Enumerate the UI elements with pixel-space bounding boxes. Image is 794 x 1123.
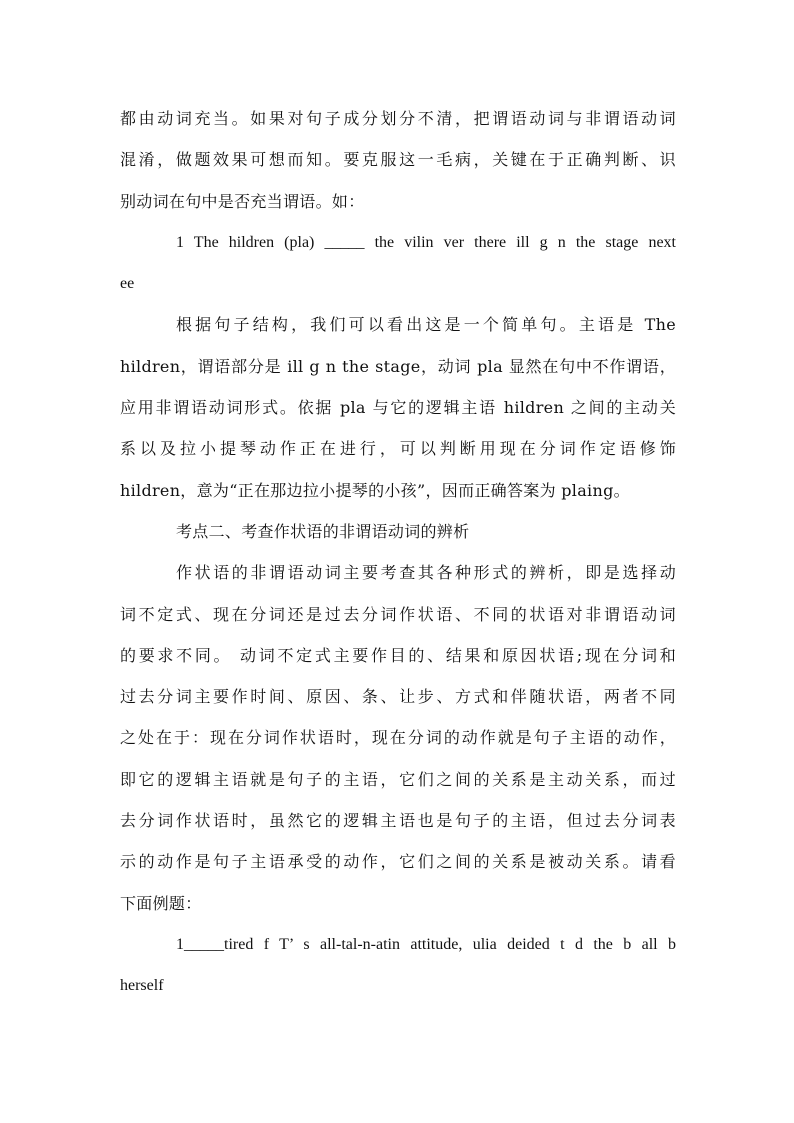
example-sentence-line: herself <box>120 977 164 995</box>
body-text-line: 之处在于：现在分词作状语时，现在分词的动作就是句子主语的动作， <box>120 728 676 748</box>
section-heading: 考点二、考查作状语的非谓语动词的辨析 <box>176 521 470 541</box>
example-sentence-line: ee <box>120 275 135 293</box>
body-text-line: 过去分词主要作时间、原因、条、让步、方式和伴随状语，两者不同 <box>120 687 676 707</box>
body-text-line: 下面例题： <box>120 893 202 913</box>
body-text-line: hildren，意为“正在那边拉小提琴的小孩”，因而正确答案为 plaing。 <box>120 480 630 500</box>
body-text-line: 混淆，做题效果可想而知。要克服这一毛病，关键在于正确判断、识 <box>120 150 676 170</box>
body-text-line: 的要求不同。 动词不定式主要作目的、结果和原因状语;现在分词和 <box>120 645 676 665</box>
body-text-line: 即它的逻辑主语就是句子的主语，它们之间的关系是主动关系，而过 <box>120 769 676 789</box>
body-text-line: 作状语的非谓语动词主要考查其各种形式的辨析，即是选择动 <box>176 563 676 583</box>
body-text-line: 词不定式、现在分词还是过去分词作状语、不同的状语对非谓语动词 <box>120 604 676 624</box>
body-text-line: hildren，谓语部分是 ill g n the stage，动词 pla 显然在句中不作谓语， <box>120 356 676 376</box>
body-text-line: 别动词在句中是否充当谓语。如： <box>120 191 365 211</box>
body-text-line: 系以及拉小提琴动作正在进行，可以判断用现在分词作定语修饰 <box>120 439 676 459</box>
example-sentence-line: 1 The hildren (pla) _____ the vilin ver there ill g n the stage next <box>176 233 676 251</box>
document-page <box>120 98 676 1007</box>
body-text-line: 根据句子结构，我们可以看出这是一个简单句。主语是 The <box>176 315 676 335</box>
body-text-line: 都由动词充当。如果对句子成分划分不清，把谓语动词与非谓语动词 <box>120 109 676 128</box>
example-sentence-line: 1_____tired f T’ s all-tal-n-atin attitude, ulia deided t d the b all b <box>176 935 676 953</box>
body-text-line: 应用非谓语动词形式。依据 pla 与它的逻辑主语 hildren 之间的主动关 <box>120 398 676 418</box>
body-text-line: 去分词作状语时，虽然它的逻辑主语也是句子的主语，但过去分词表 <box>120 811 676 831</box>
body-text-line: 示的动作是句子主语承受的动作，它们之间的关系是被动关系。请看 <box>120 852 676 872</box>
